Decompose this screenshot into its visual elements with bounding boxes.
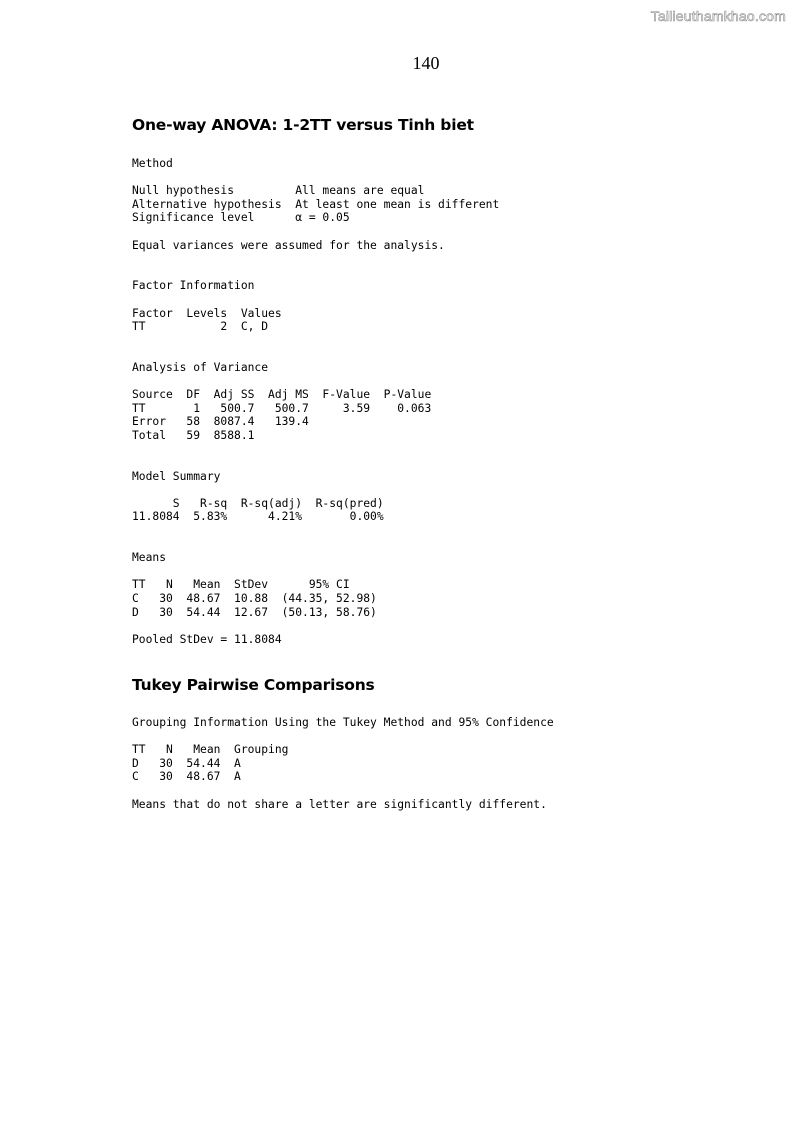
watermark-text: Tailieuthamkhao.com [650, 8, 786, 24]
page-number: 140 [412, 53, 440, 73]
tukey-section-title: Tukey Pairwise Comparisons [132, 676, 375, 694]
tukey-output-text: Grouping Information Using the Tukey Method and 95% Confidence TT N Mean Grouping D 30 54.44 A C 30 48.67 A Means that do not share a letter are significantly different. [132, 716, 554, 811]
anova-section-title: One-way ANOVA: 1-2TT versus Tinh biet [132, 116, 474, 134]
anova-output-text: Method Null hypothesis All means are equal Alternative hypothesis At least one mean is different Significance level α = 0.05 Equal variances were assumed for the analysis. Factor Information Factor Levels Values TT 2 C, D Analysis of Variance Source DF Adj SS Adj MS F-Value P-Value TT 1 500.7 500.7 3.59 0.063 Error 58 8087.4 139.4 Total 59 8588.1 Model Summary S R-sq R-sq(adj) R-sq(pred) 11.8084 5.83% 4.21% 0.00% Means TT N Mean StDev 95% CI C 30 48.67 10.88 (44.35, 52.98) D 30 54.44 12.67 (50.13, 58.76) Pooled StDev = 11.8084 [132, 157, 500, 646]
